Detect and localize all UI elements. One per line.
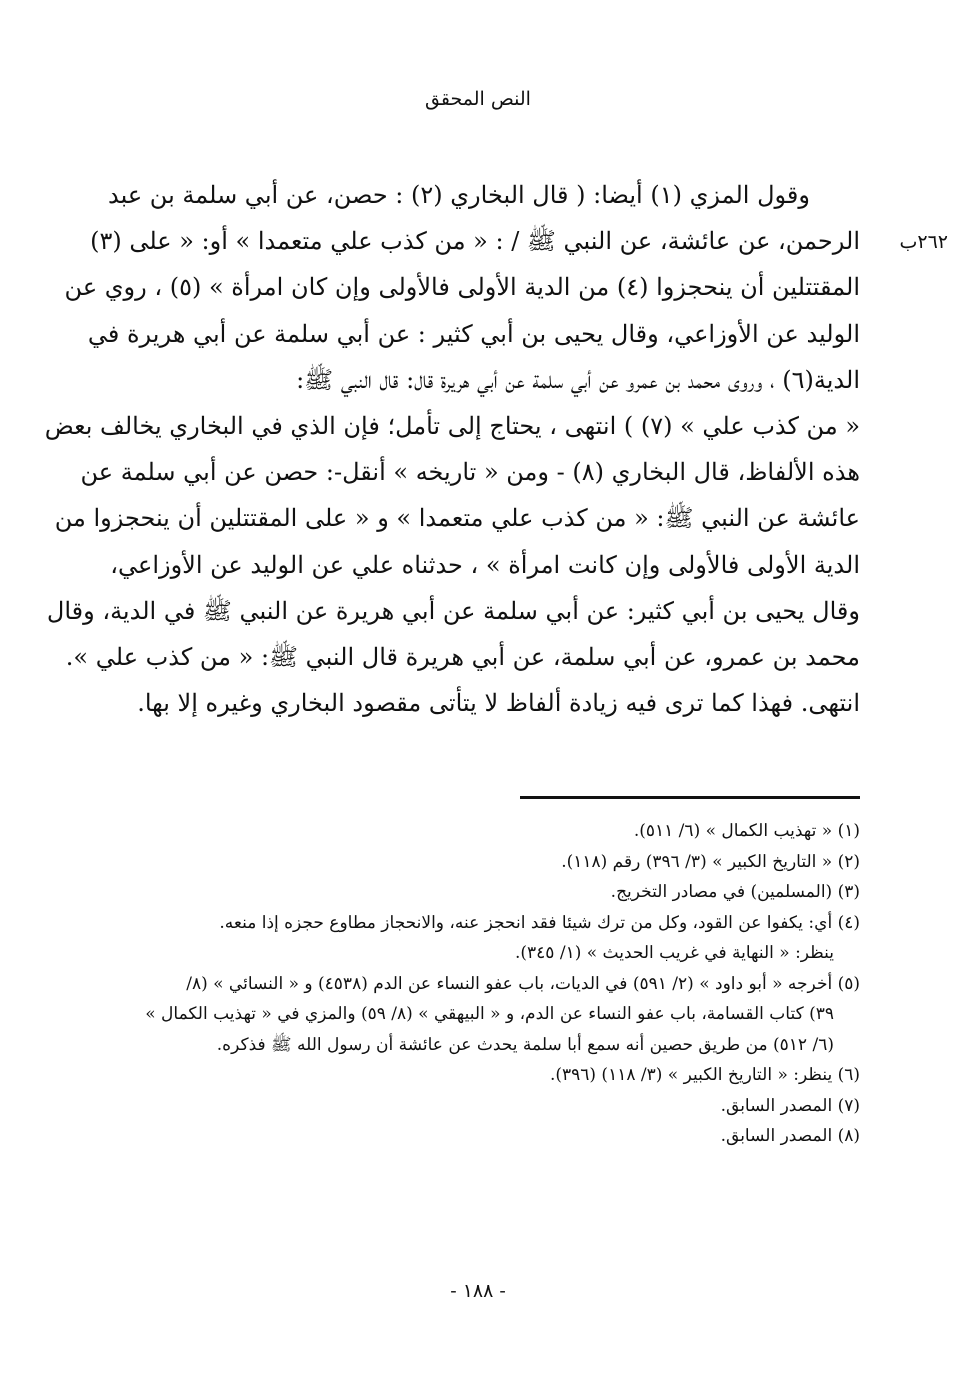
footnote-2: (٢) « التاريخ الكبير » (٣/ ٣٩٦) رقم (١١٨). bbox=[561, 851, 860, 872]
footnote-5-continuation: ٣٩) كتاب القسامة، باب عفو النساء عن الدم، و « البيهقي » (٨/ ٥٩) والمزي في « تهذيب الكمال » bbox=[145, 1004, 834, 1024]
text-line: المقتتلين أن ينحجزوا (٤) من الدية الأولى فالأولى وإن كان امرأة » (٥) ، روي عن bbox=[64, 273, 860, 302]
text-line: وقول المزي (١) أيضا: ( قال البخاري (٢) : حصن، عن أبي سلمة بن عبد bbox=[108, 181, 810, 209]
footnote-5: (٥) أخرجه « أبو داود » (٢/ ٥٩١) في الديات، باب عفو النساء عن الدم (٤٥٣٨) و « النسائي » (٨/ bbox=[186, 973, 860, 994]
footnote-4: (٤) أي: يكفوا عن القود، وكل من ترك شيئا فقد انحجز عنه، والانحجاز مطاوع حجزه إذا منعه. bbox=[219, 912, 860, 933]
footnote-separator bbox=[520, 796, 860, 799]
text-line: الدية الأولى فالأولى وإن كانت امرأة » ، حدثناه علي عن الوليد عن الأوزاعي، bbox=[110, 550, 860, 579]
text-line: محمد بن عمرو، عن أبي سلمة، عن أبي هريرة قال النبي ﷺ: « من كذب علي ». bbox=[65, 642, 860, 671]
footnotes bbox=[90, 816, 860, 1152]
text-line: هذه الألفاظ، قال البخاري (٨) - ومن « تاريخه » أنقل-: حصن عن أبي سلمة عن bbox=[80, 458, 860, 487]
footnote-7: (٧) المصدر السابق. bbox=[720, 1095, 860, 1116]
text-line: الوليد عن الأوزاعي، وقال يحيى بن أبي كثير : عن أبي سلمة عن أبي هريرة في bbox=[87, 319, 860, 348]
footnote-4-continuation: ينظر: « النهاية في غريب الحديث » (١/ ٣٤٥). bbox=[514, 943, 834, 963]
text-line: « من كذب علي » (٧) ) انتهى ، يحتاج إلى تأمل؛ فإن الذي في البخاري يخالف بعض bbox=[44, 411, 860, 440]
text-line: عائشة عن النبي ﷺ: « من كذب علي متعمدا » و « على المقتتلين أن ينحجزوا من bbox=[54, 504, 860, 533]
footnote-6: (٦) ينظر: « التاريخ الكبير » (٣/ ١١٨) (٣٩٦). bbox=[549, 1065, 860, 1085]
footnote-5-continuation: (٦/ ٥١٢) من طريق حصين أنه سمع أبا سلمة يحدث عن عائشة أن رسول الله ﷺ فذكره. bbox=[216, 1034, 834, 1055]
text-line: انتهى. فهذا كما ترى فيه زيادة ألفاظ لا يتأتى مقصود البخاري وغيره إلا بها. bbox=[137, 689, 860, 718]
text-line: وقال يحيى بن أبي كثير: عن أبي سلمة عن أبي هريرة عن النبي ﷺ في الدية، وقال bbox=[46, 596, 860, 625]
footnote-3: (٣) (المسلمين) في مصادر التخريج. bbox=[610, 882, 860, 902]
footnote-8: (٨) المصدر السابق. bbox=[720, 1126, 860, 1146]
margin-folio-marker: ٢٦٢ب bbox=[899, 231, 948, 253]
text-line: الرحمن، عن عائشة، عن النبي ﷺ / : « من كذب علي متعمدا » أو: « على (٣) bbox=[90, 227, 860, 256]
main-text bbox=[44, 172, 860, 726]
page-number: - ١٨٨ - bbox=[450, 1280, 506, 1302]
footnote-1: (١) « تهذيب الكمال » (٦/ ٥١١). bbox=[633, 821, 860, 841]
running-head: النص المحقق bbox=[425, 88, 531, 110]
text-line: الدية(٦) ، وروى محمد بن عمرو عن أبي سلمة عن أبي هريرة قال: قال النبي ﷺ: bbox=[296, 365, 860, 394]
